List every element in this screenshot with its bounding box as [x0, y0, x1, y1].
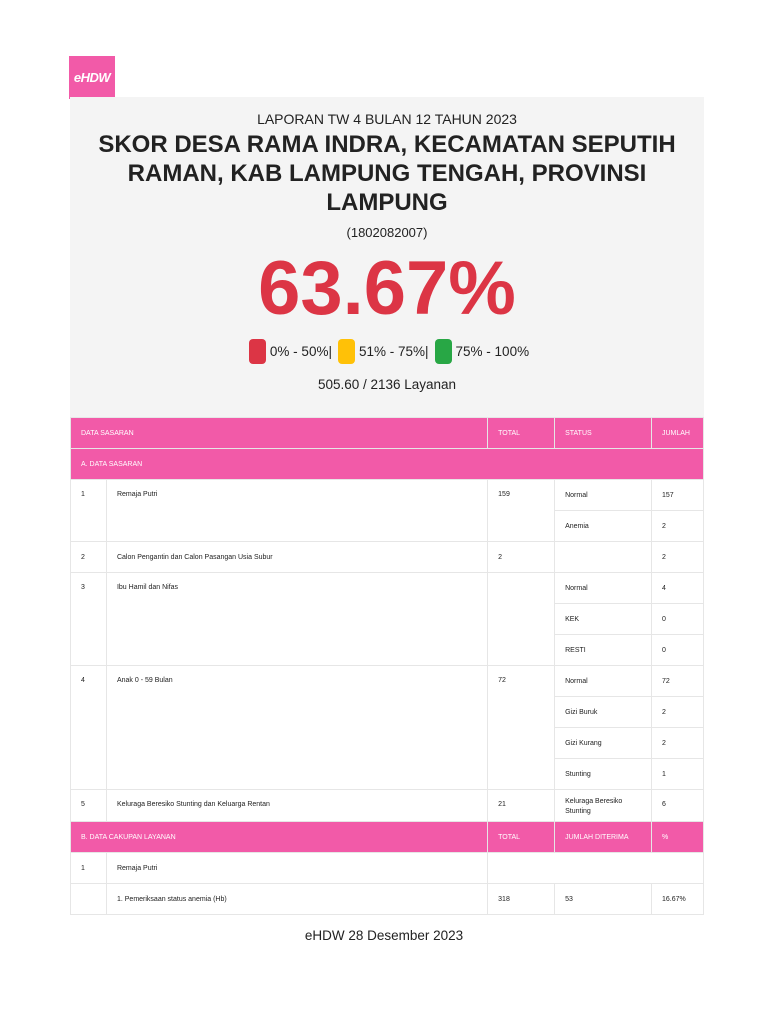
row-service-item: 1. Pemeriksaan status anemia (Hb) [106, 884, 487, 915]
logo-text: eHDW [73, 70, 111, 85]
row-status: Keluraga Beresiko Stunting [555, 790, 652, 822]
row-jumlah: 157 [651, 480, 703, 511]
row-name: Anak 0 - 59 Bulan [106, 666, 487, 790]
score-legend [70, 339, 704, 364]
row-jumlah: 0 [651, 604, 703, 635]
table-header-row [71, 418, 704, 449]
row-status: Normal [555, 480, 652, 511]
legend-red-label: 0% - 50% [269, 344, 329, 359]
legend-green-swatch [435, 339, 452, 364]
section-a-row [71, 449, 704, 480]
table-row [71, 853, 704, 884]
row-status: Stunting [555, 759, 652, 790]
row-jumlah: 6 [651, 790, 703, 822]
row-number: 2 [71, 542, 107, 573]
row-number: 1 [71, 480, 107, 542]
row-jumlah: 4 [651, 573, 703, 604]
table-row [71, 542, 704, 573]
table-row [71, 790, 704, 822]
score-header [70, 97, 704, 417]
legend-separator: | [328, 344, 332, 359]
row-jumlah: 2 [651, 728, 703, 759]
section-b-row [71, 822, 704, 853]
row-number [71, 884, 107, 915]
row-total: 159 [488, 480, 555, 542]
data-table [70, 417, 704, 915]
header-status: STATUS [555, 418, 652, 449]
row-name: Remaja Putri [106, 853, 487, 884]
row-total: 2 [488, 542, 555, 573]
table-row [71, 666, 704, 697]
header-data-sasaran: DATA SASARAN [71, 418, 488, 449]
row-name: Keluraga Beresiko Stunting dan Keluarga Rentan [106, 790, 487, 822]
section-b-total-header: TOTAL [488, 822, 555, 853]
row-percent: 16.67% [651, 884, 703, 915]
village-code: (1802082007) [346, 225, 428, 240]
header-total: TOTAL [488, 418, 555, 449]
row-total: 72 [488, 666, 555, 790]
footer-date: eHDW 28 Desember 2023 [304, 928, 464, 943]
row-status: Gizi Buruk [555, 697, 652, 728]
row-status: Gizi Kurang [555, 728, 652, 759]
row-name: Ibu Hamil dan Nifas [106, 573, 487, 666]
ehdw-logo [69, 56, 115, 99]
page-title: SKOR DESA RAMA INDRA, KECAMATAN SEPUTIH RAMAN, KAB LAMPUNG TENGAH, PROVINSI LAMPUNG [98, 131, 676, 216]
row-name: Remaja Putri [106, 480, 487, 542]
row-jumlah: 1 [651, 759, 703, 790]
row-number: 1 [71, 853, 107, 884]
row-name: Calon Pengantin dan Calon Pasangan Usia Subur [106, 542, 487, 573]
row-jumlah: 2 [651, 542, 703, 573]
services-count: 505.60 / 2136 Layanan [317, 377, 457, 392]
table-row [71, 884, 704, 915]
row-status: Anemia [555, 511, 652, 542]
legend-green-label: 75% - 100% [455, 344, 530, 359]
row-number: 5 [71, 790, 107, 822]
legend-yellow-label: 51% - 75% [358, 344, 426, 359]
section-b-percent-header: % [651, 822, 703, 853]
header-jumlah: JUMLAH [651, 418, 703, 449]
row-total [488, 573, 555, 666]
score-value: 63.67% [258, 246, 516, 331]
legend-red-swatch [249, 339, 266, 364]
legend-separator: | [425, 344, 429, 359]
row-number: 3 [71, 573, 107, 666]
row-status: Normal [555, 666, 652, 697]
row-status: Normal [555, 573, 652, 604]
row-status [555, 542, 652, 573]
row-received: 53 [555, 884, 652, 915]
row-number: 4 [71, 666, 107, 790]
section-b-label: B. DATA CAKUPAN LAYANAN [71, 822, 488, 853]
section-a-label: A. DATA SASARAN [71, 449, 704, 480]
row-status: KEK [555, 604, 652, 635]
report-period: LAPORAN TW 4 BULAN 12 TAHUN 2023 [257, 111, 517, 127]
row-total: 21 [488, 790, 555, 822]
row-status: RESTI [555, 635, 652, 666]
table-row [71, 573, 704, 604]
legend-yellow-swatch [338, 339, 355, 364]
row-jumlah: 2 [651, 511, 703, 542]
row-jumlah: 2 [651, 697, 703, 728]
row-jumlah: 0 [651, 635, 703, 666]
table-row [71, 480, 704, 511]
row-jumlah: 72 [651, 666, 703, 697]
row-total: 318 [488, 884, 555, 915]
section-b-received-header: JUMLAH DITERIMA [555, 822, 652, 853]
row-empty [488, 853, 704, 884]
